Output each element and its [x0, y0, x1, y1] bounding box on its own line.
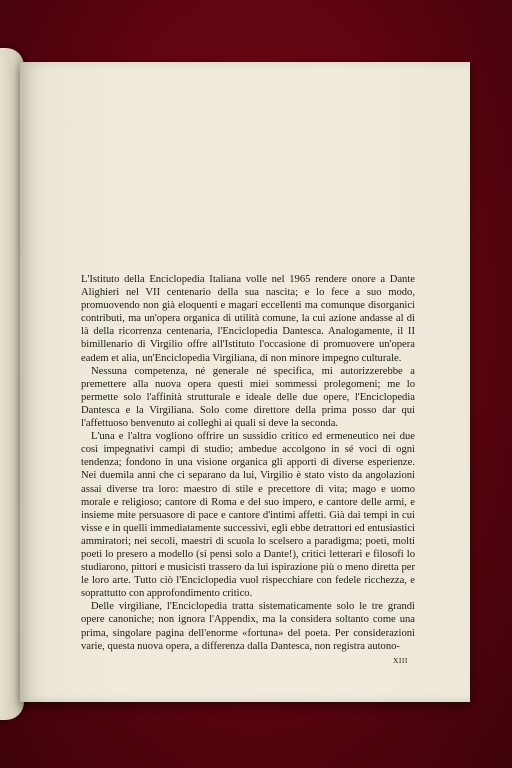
paragraph: Nessuna competenza, né generale né specifica, mi autorizzerebbe a premettere alla nuova opera questi miei sommessi prolegomeni; me lo permette solo l'affinità strutturale e ideale delle due opere, l'Enciclopedia Dantesca e la Virgiliana. Solo come direttore della prima posso dar qui l'affettuoso benvenuto ai colleghi ai quali si deve la seconda.: [81, 365, 415, 430]
paragraph: L'Istituto della Enciclopedia Italiana volle nel 1965 rendere onore a Dante Alighieri nel VII centenario della sua nascita; e lo fece a suo modo, promuovendo non già eloquenti e magari eccellenti ma comunque disorganici contributi, ma un'opera organica di utilità comune, la cui azione andasse al di là della ricorrenza centenaria, l'Enciclopedia Dantesca. Analogamente, il II bimillenario di Virgilio offre all'Istituto l'occasione di promuovere un'opera eadem et alia, un'Enciclopedia Virgiliana, di non minore impegno culturale.: [81, 274, 415, 364]
page-number: XIII: [393, 656, 408, 665]
paragraph: L'una e l'altra vogliono offrire un sussidio critico ed ermeneutico nei due così impegnativi campi di studio; ambedue accolgono in sé voci di ogni tendenza; fondono in una visione organica gli apporti di diverse esperienze. Nei duemila anni che ci separano da lui, Virgilio è stato visto da angolazioni assai diverse tra loro: maestro di stile e precettore di vita; mago e uomo morale e religioso; cantore di Roma e del suo impero, e cantore delle armi, e insieme mite persuasore di pace e cantore d'intimi affetti. Già dai tempi in cui visse e in quelli immediatamente successivi, egli ebbe detrattori ed entusiastici ammiratori; nei secoli, maestri di scuola lo scelsero a paradigma; poeti, molti poeti lo presero a modello (si pensi solo a Dante!), critici letterari e filosofi lo studiarono, pittori e musicisti trassero da lui ispirazione più o meno diretta per le loro arte. Tutto ciò l'Enciclopedia vuol rispecchiare con fedele ricchezza, e soprattutto con approfondimento critico.: [81, 431, 415, 600]
paragraph: Delle virgiliane, l'Enciclopedia tratta sistematicamente solo le tre grandi opere canoniche; non ignora l'Appendix, ma la considera soltanto come una prima, singolare pagina dell'enorme «fortuna» del poeta. Per considerazioni varie, questa nuova opera, a differenza dalla Dantesca, non registra autono-: [81, 601, 415, 652]
body-text: [81, 273, 415, 653]
book-page: [20, 62, 470, 702]
